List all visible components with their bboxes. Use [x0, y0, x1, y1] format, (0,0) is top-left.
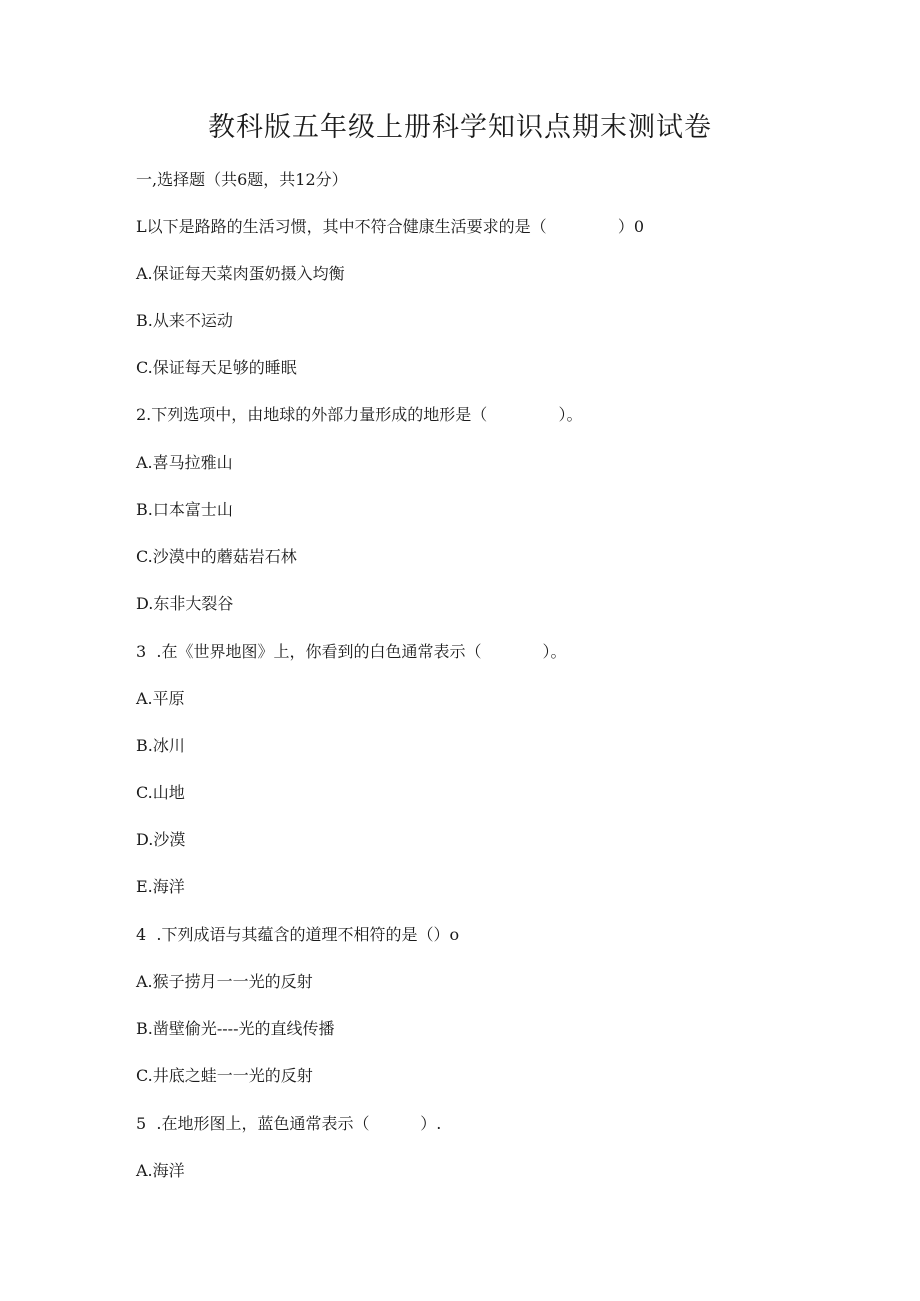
question-3-option-c: C.山地 — [136, 783, 185, 802]
question-4-option-b: B.凿壁偷光----光的直线传播 — [136, 1019, 335, 1038]
question-5-stem: 5 .在地形图上，蓝色通常表示（ ）. — [136, 1114, 442, 1133]
question-4-stem: 4 .下列成语与其蕴含的道理不相符的是（）o — [136, 925, 460, 944]
question-2-option-d: D.东非大裂谷 — [136, 594, 234, 613]
question-2-stem: 2.下列选项中，由地球的外部力量形成的地形是（ ）。 — [136, 405, 583, 424]
question-3-option-d: D.沙漠 — [136, 830, 186, 849]
question-2-option-b: B.口本富士山 — [136, 500, 233, 519]
question-1-option-b: B.从来不运动 — [136, 311, 233, 330]
question-5-option-a: A.海洋 — [136, 1161, 185, 1180]
question-3-option-a: A.平原 — [136, 689, 185, 708]
question-3-option-e: E.海洋 — [136, 877, 185, 896]
question-4-option-c: C.井底之蛙一一光的反射 — [136, 1066, 313, 1085]
question-4-option-a: A.猴子捞月一一光的反射 — [136, 972, 313, 991]
question-1-option-a: A.保证每天菜肉蛋奶摄入均衡 — [136, 264, 345, 283]
question-2-option-c: C.沙漠中的蘑菇岩石林 — [136, 547, 297, 566]
question-3-stem: 3 .在《世界地图》上，你看到的白色通常表示（ ）。 — [136, 642, 567, 661]
question-3-option-b: B.冰川 — [136, 736, 185, 755]
question-1-stem: L以下是路路的生活习惯，其中不符合健康生活要求的是（ ）0 — [136, 217, 645, 236]
section-heading: 一,选择题（共6题，共12分） — [136, 170, 348, 189]
question-1-option-c: C.保证每天足够的睡眠 — [136, 358, 297, 377]
question-2-option-a: A.喜马拉雅山 — [136, 453, 233, 472]
page-title: 教科版五年级上册科学知识点期末测试卷 — [208, 112, 712, 143]
